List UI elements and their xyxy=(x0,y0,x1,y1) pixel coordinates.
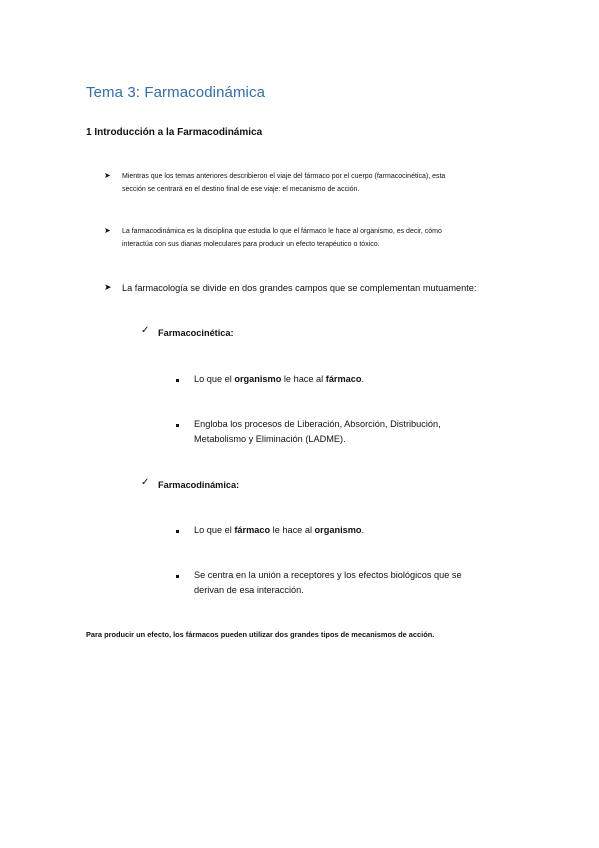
arrow-bullet-icon: ➤ xyxy=(104,171,111,180)
square-bullet-icon xyxy=(176,424,179,427)
farmacocinetica-item-2-line-1: Engloba los procesos de Liberación, Absorción, Distribución, xyxy=(194,419,441,429)
farmacocinetica-item-1: Lo que el organismo le hace al fármaco. xyxy=(194,374,365,384)
page-title: Tema 3: Farmacodinámica xyxy=(86,84,266,101)
closing-paragraph: Para producir un efecto, los fármacos pueden utilizar dos grandes tipos de mecanismos de acción. xyxy=(86,630,435,639)
farmacodinamica-item-1: Lo que el fármaco le hace al organismo. xyxy=(194,525,365,535)
bullet-2-line-2: interactúa con sus dianas moleculares para producir un efecto terapéutico o tóxico. xyxy=(122,241,380,248)
farmacocinetica-heading: Farmacocinética: xyxy=(158,328,234,338)
square-bullet-icon xyxy=(176,379,179,382)
square-bullet-icon xyxy=(176,530,179,533)
farmacodinamica-heading: Farmacodinámica: xyxy=(158,480,240,490)
bullet-1-line-2: sección se centrará en el destino final de ese viaje: el mecanismo de acción. xyxy=(122,186,360,193)
bullet-1-line-1: Mientras que los temas anteriores describieron el viaje del fármaco por el cuerpo (farmacocinética), esta xyxy=(122,173,446,180)
arrow-bullet-icon: ➤ xyxy=(104,226,111,235)
section-heading: 1 Introducción a la Farmacodinámica xyxy=(86,127,263,138)
arrow-bullet-icon: ➤ xyxy=(104,282,112,292)
bullet-2-line-1: La farmacodinámica es la disciplina que estudia lo que el fármaco le hace al organismo, es decir, cómo xyxy=(122,228,442,235)
checkmark-icon: ✓ xyxy=(141,477,150,488)
square-bullet-icon xyxy=(176,575,179,578)
farmacodinamica-item-2-line-1: Se centra en la unión a receptores y los efectos biológicos que se xyxy=(194,570,462,580)
farmacodinamica-item-2-line-2: derivan de esa interacción. xyxy=(194,585,304,595)
bullet-3-text: La farmacología se divide en dos grandes campos que se complementan mutuamente: xyxy=(122,283,477,293)
checkmark-icon: ✓ xyxy=(141,325,150,336)
farmacocinetica-item-2-line-2: Metabolismo y Eliminación (LADME). xyxy=(194,434,346,444)
